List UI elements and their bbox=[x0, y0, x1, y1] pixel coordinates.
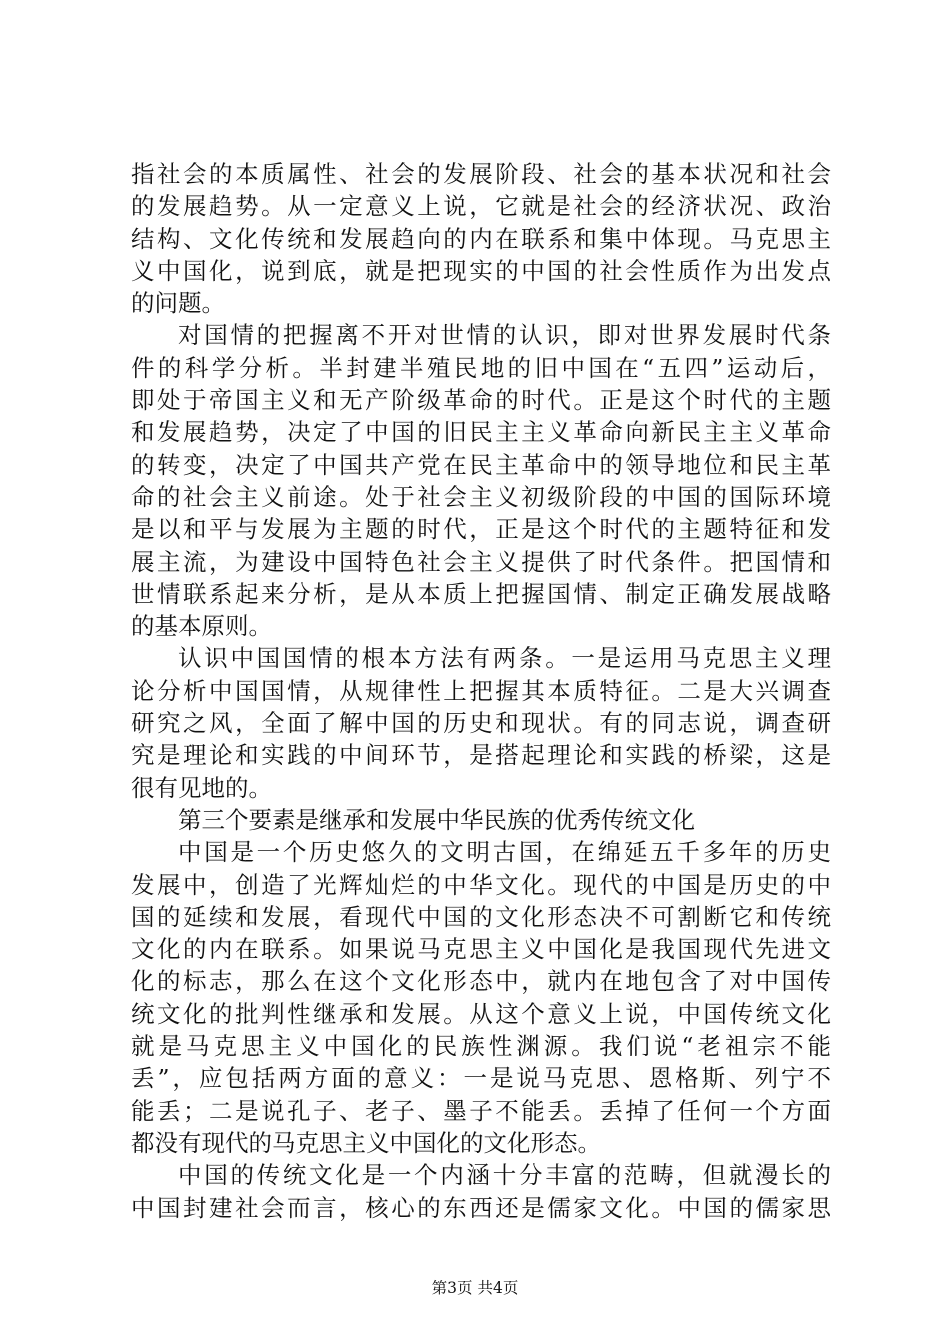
text-line: 即处于帝国主义和无产阶级革命的时代。正是这个时代的主题 bbox=[131, 386, 831, 415]
text-line: 认识中国国情的根本方法有两条。一是运用马克思主义理 bbox=[178, 644, 831, 673]
text-line: 中国的传统文化是一个内涵十分丰富的范畴，但就漫长的 bbox=[178, 1161, 831, 1190]
text-line: 的问题。 bbox=[131, 289, 225, 318]
text-line: 论分析中国国情，从规律性上把握其本质特征。二是大兴调查 bbox=[131, 676, 831, 705]
text-line: 对国情的把握离不开对世情的认识，即对世界发展时代条 bbox=[178, 321, 831, 350]
paragraph bbox=[131, 158, 831, 319]
text-line: 指社会的本质属性、社会的发展阶段、社会的基本状况和社会 bbox=[131, 160, 831, 188]
text-line: 统文化的批判性继承和发展。从这个意义上说，中国传统文化 bbox=[131, 999, 831, 1028]
text-line: 义中国化，说到底，就是把现实的中国的社会性质作为出发点 bbox=[131, 256, 831, 285]
text-line: 的转变，决定了中国共产党在民主革命中的领导地位和民主革 bbox=[131, 450, 831, 479]
text-line: 中国是一个历史悠久的文明古国，在绵延五千多年的历史 bbox=[178, 838, 831, 867]
text-line: 展主流，为建设中国特色社会主义提供了时代条件。把国情和 bbox=[131, 547, 831, 576]
text-line: 第三个要素是继承和发展中华民族的优秀传统文化 bbox=[178, 805, 695, 834]
text-line: 中国封建社会而言，核心的东西还是儒家文化。中国的儒家思 bbox=[131, 1193, 831, 1222]
paragraph bbox=[131, 319, 831, 642]
text-line: 丢”，应包括两方面的意义：一是说马克思、恩格斯、列宁不 bbox=[131, 1064, 831, 1093]
text-line: 能丢；二是说孔子、老子、墨子不能丢。丢掉了任何一个方面 bbox=[131, 1096, 831, 1125]
text-line: 命的社会主义前途。处于社会主义初级阶段的中国的国际环境 bbox=[131, 482, 831, 511]
text-line: 世情联系起来分析，是从本质上把握国情、制定正确发展战略 bbox=[131, 579, 831, 608]
text-line: 的发展趋势。从一定意义上说，它就是社会的经济状况、政治 bbox=[131, 192, 831, 221]
page-footer: 第3页 共4页 bbox=[431, 1279, 519, 1297]
text-line: 件的科学分析。半封建半殖民地的旧中国在“五四”运动后， bbox=[131, 353, 831, 382]
text-line: 都没有现代的马克思主义中国化的文化形态。 bbox=[131, 1128, 601, 1157]
text-line: 国的延续和发展，看现代中国的文化形态决不可割断它和传统 bbox=[131, 902, 831, 931]
text-line: 和发展趋势，决定了中国的旧民主主义革命向新民主主义革命 bbox=[131, 418, 831, 447]
document-body bbox=[131, 158, 831, 1224]
text-line: 很有见地的。 bbox=[131, 773, 272, 802]
text-line: 究是理论和实践的中间环节，是搭起理论和实践的桥梁，这是 bbox=[131, 741, 831, 770]
paragraph bbox=[131, 1159, 831, 1224]
text-line: 是以和平与发展为主题的时代，正是这个时代的主题特征和发 bbox=[131, 515, 831, 544]
paragraph bbox=[131, 804, 831, 836]
text-line: 结构、文化传统和发展趋向的内在联系和集中体现。马克思主 bbox=[131, 224, 831, 253]
text-line: 研究之风，全面了解中国的历史和现状。有的同志说，调查研 bbox=[131, 709, 831, 738]
text-line: 就是马克思主义中国化的民族性渊源。我们说“老祖宗不能 bbox=[131, 1032, 831, 1061]
paragraph bbox=[131, 642, 831, 803]
text-line: 发展中，创造了光辉灿烂的中华文化。现代的中国是历史的中 bbox=[131, 870, 831, 899]
paragraph bbox=[131, 836, 831, 1159]
text-line: 化的标志，那么在这个文化形态中，就内在地包含了对中国传 bbox=[131, 967, 831, 996]
text-line: 的基本原则。 bbox=[131, 612, 272, 641]
text-line: 文化的内在联系。如果说马克思主义中国化是我国现代先进文 bbox=[131, 935, 831, 964]
